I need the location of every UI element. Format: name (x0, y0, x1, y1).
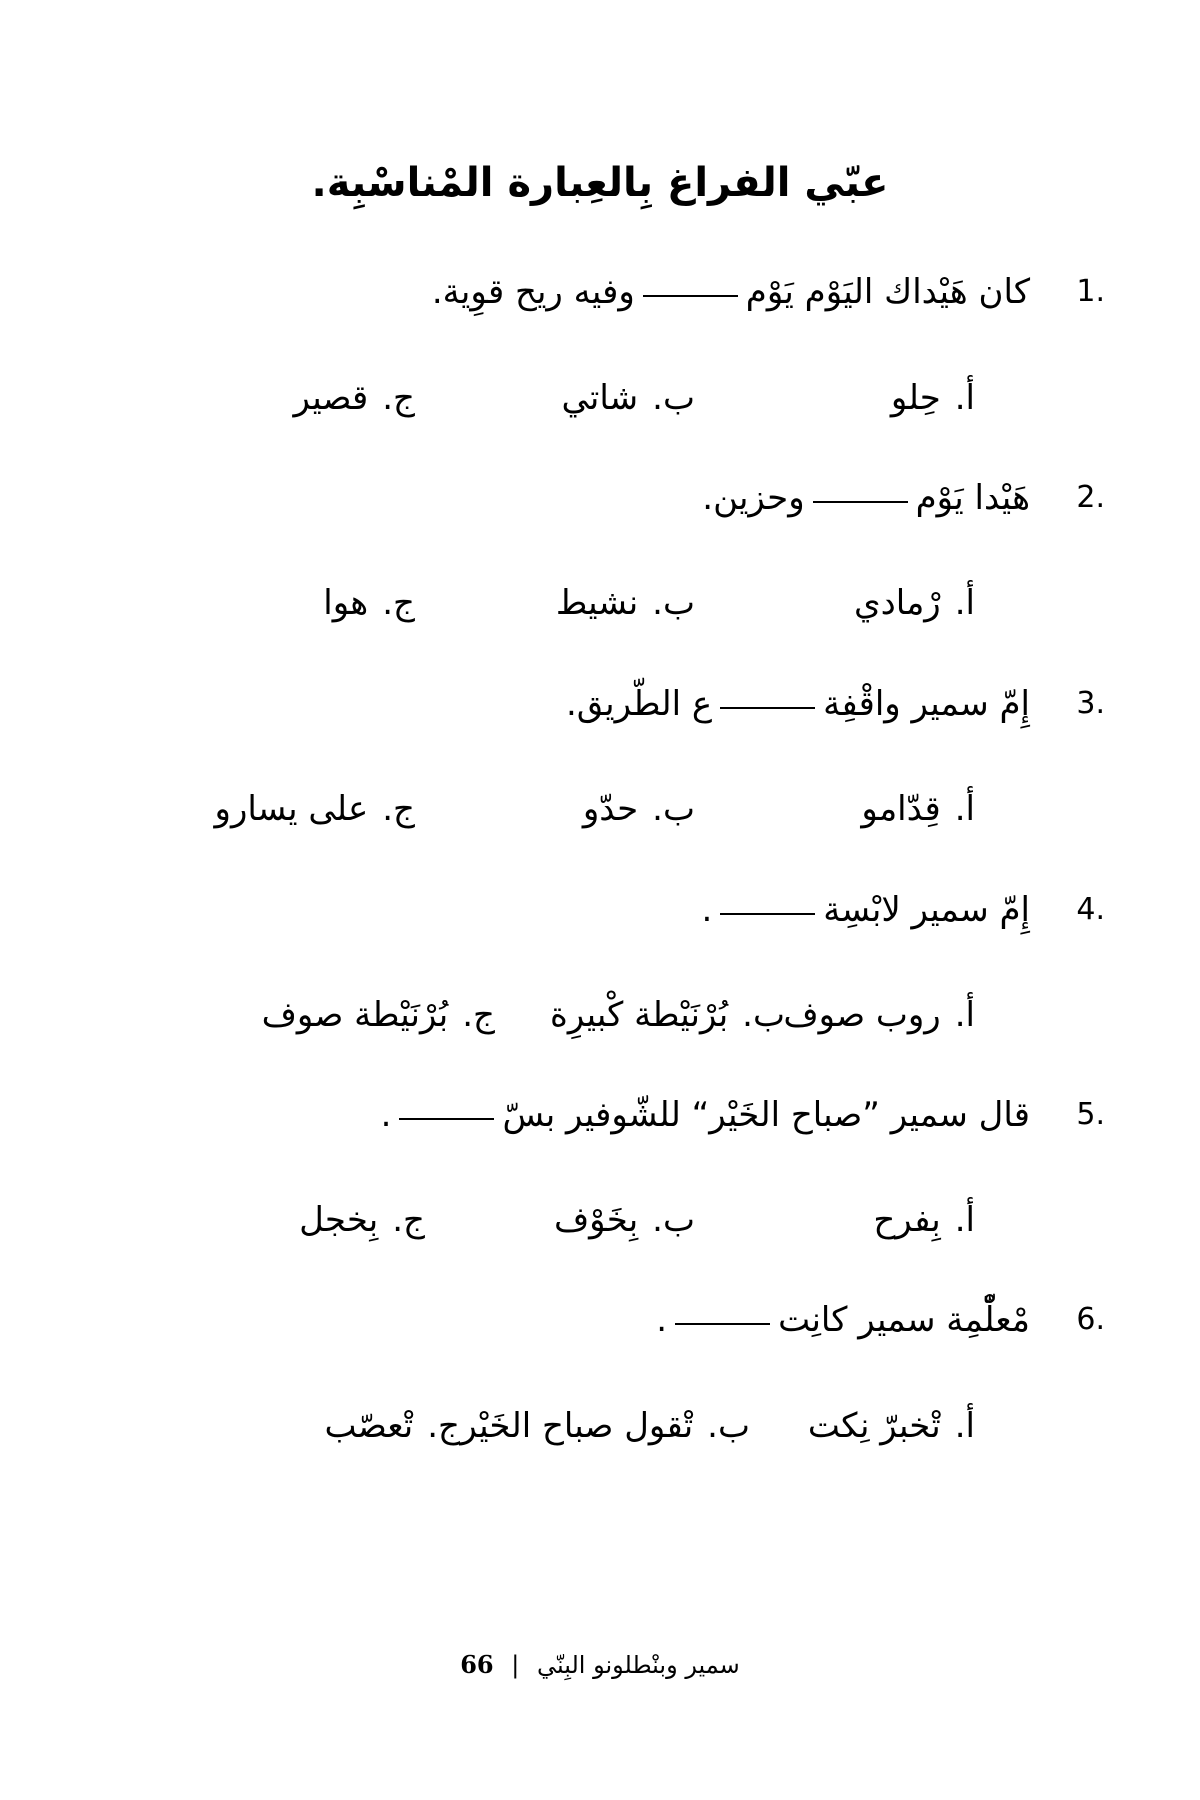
option-text: حدّو (582, 789, 639, 829)
option-letter: ب. (742, 995, 785, 1035)
option-text: نشيط (555, 583, 639, 623)
stem-before: هَيْدا يَوْم (915, 478, 1030, 518)
question-number: 1. (1076, 274, 1105, 309)
stem-before: كان هَيْداك اليَوْم يَوْم (745, 272, 1030, 312)
question-number: 6. (1076, 1302, 1105, 1337)
option-letter: ب. (652, 1200, 695, 1240)
stem-after: وفيه ريح قوِية. (431, 272, 635, 312)
options-4 (115, 995, 975, 1035)
option-letter: أ. (954, 378, 975, 418)
stem-before: إِمّ سمير واقْفِة (823, 684, 1030, 724)
option-a[interactable] (750, 1406, 975, 1446)
question-number: 5. (1076, 1097, 1105, 1132)
page-footer (0, 1650, 1200, 1679)
option-text: بِخجل (299, 1200, 379, 1240)
option-text: بُرْنَيْطة صوف (261, 995, 449, 1035)
option-b[interactable] (460, 1406, 750, 1446)
option-c[interactable] (324, 1406, 460, 1446)
options-5 (115, 1200, 975, 1240)
options-1 (115, 378, 975, 418)
option-text: تْعصّب (324, 1406, 414, 1446)
option-c[interactable] (293, 378, 415, 418)
question-number: 2. (1076, 480, 1105, 515)
option-text: قِدّامو (861, 789, 941, 829)
option-b[interactable] (495, 995, 785, 1035)
option-b[interactable] (415, 583, 695, 623)
book-title: سمير وبنْطلونو البِنّي (536, 1651, 740, 1679)
option-c[interactable] (323, 583, 415, 623)
option-text: شاتي (561, 378, 639, 418)
option-text: بِخَوْف (553, 1200, 639, 1240)
answer-blank[interactable] (813, 501, 908, 503)
option-letter: ج. (392, 1200, 425, 1240)
answer-blank[interactable] (720, 913, 815, 915)
stem-before: مْعلّْمِة سمير كانِت (778, 1300, 1030, 1340)
option-a[interactable] (785, 995, 975, 1035)
stem-after: . (656, 1300, 668, 1340)
option-a[interactable] (695, 789, 975, 829)
option-letter: ب. (652, 378, 695, 418)
option-letter: أ. (954, 789, 975, 829)
option-text: تْخبرّ نِكت (807, 1406, 941, 1446)
option-text: على يسارو (214, 789, 369, 829)
question-stem (566, 684, 1030, 724)
options-3 (115, 789, 975, 829)
footer-separator: | (511, 1651, 520, 1679)
answer-blank[interactable] (720, 707, 815, 709)
question-stem (381, 1095, 1030, 1135)
stem-after: ع الطّريق. (565, 684, 713, 724)
question-2 (130, 478, 1105, 518)
stem-before: قال سمير ”صباح الخَيْر“ للشّوفير بسّ (502, 1095, 1030, 1135)
option-text: حِلو (890, 378, 941, 418)
option-c[interactable] (215, 789, 415, 829)
option-letter: أ. (954, 995, 975, 1035)
option-letter: ج. (382, 789, 415, 829)
stem-after: . (380, 1095, 392, 1135)
option-text: هوا (323, 583, 369, 623)
question-stem (432, 272, 1030, 312)
option-text: رْمادي (853, 583, 941, 623)
question-stem (656, 1300, 1030, 1340)
option-text: بُرْنَيْطة كْبيرِة (550, 995, 729, 1035)
option-letter: ج. (427, 1406, 460, 1446)
worksheet-title: عبّي الفراغ بِالعِبارة المْناسْبِة. (311, 160, 889, 206)
answer-blank[interactable] (399, 1118, 494, 1120)
option-text: قصير (293, 378, 369, 418)
option-letter: أ. (954, 583, 975, 623)
question-5 (130, 1095, 1105, 1135)
question-4 (130, 890, 1105, 930)
option-a[interactable] (695, 378, 975, 418)
option-letter: ج. (382, 378, 415, 418)
question-6 (130, 1300, 1105, 1340)
option-letter: ج. (462, 995, 495, 1035)
option-a[interactable] (695, 583, 975, 623)
option-b[interactable] (415, 378, 695, 418)
option-letter: ب. (652, 583, 695, 623)
option-letter: ب. (652, 789, 695, 829)
options-2 (115, 583, 975, 623)
option-text: بِفرح (873, 1200, 941, 1240)
option-letter: أ. (954, 1406, 975, 1446)
option-text: تْقول صباح الخَيْر (460, 1406, 694, 1446)
question-stem (701, 890, 1030, 930)
question-3 (130, 684, 1105, 724)
option-a[interactable] (695, 1200, 975, 1240)
page-number: 66 (460, 1650, 494, 1679)
option-letter: ج. (382, 583, 415, 623)
answer-blank[interactable] (643, 295, 738, 297)
question-number: 4. (1076, 892, 1105, 927)
option-c[interactable] (299, 1200, 425, 1240)
question-1 (130, 272, 1105, 312)
option-text: روب صوف (783, 995, 941, 1035)
option-b[interactable] (415, 789, 695, 829)
stem-after: . (701, 890, 713, 930)
option-c[interactable] (262, 995, 495, 1035)
answer-blank[interactable] (675, 1323, 770, 1325)
option-letter: ب. (707, 1406, 750, 1446)
question-number: 3. (1076, 686, 1105, 721)
question-stem (702, 478, 1030, 518)
option-letter: أ. (954, 1200, 975, 1240)
stem-after: وحزين. (702, 478, 805, 518)
option-b[interactable] (425, 1200, 695, 1240)
stem-before: إِمّ سمير لابْسِة (823, 890, 1030, 930)
options-6 (115, 1406, 975, 1446)
